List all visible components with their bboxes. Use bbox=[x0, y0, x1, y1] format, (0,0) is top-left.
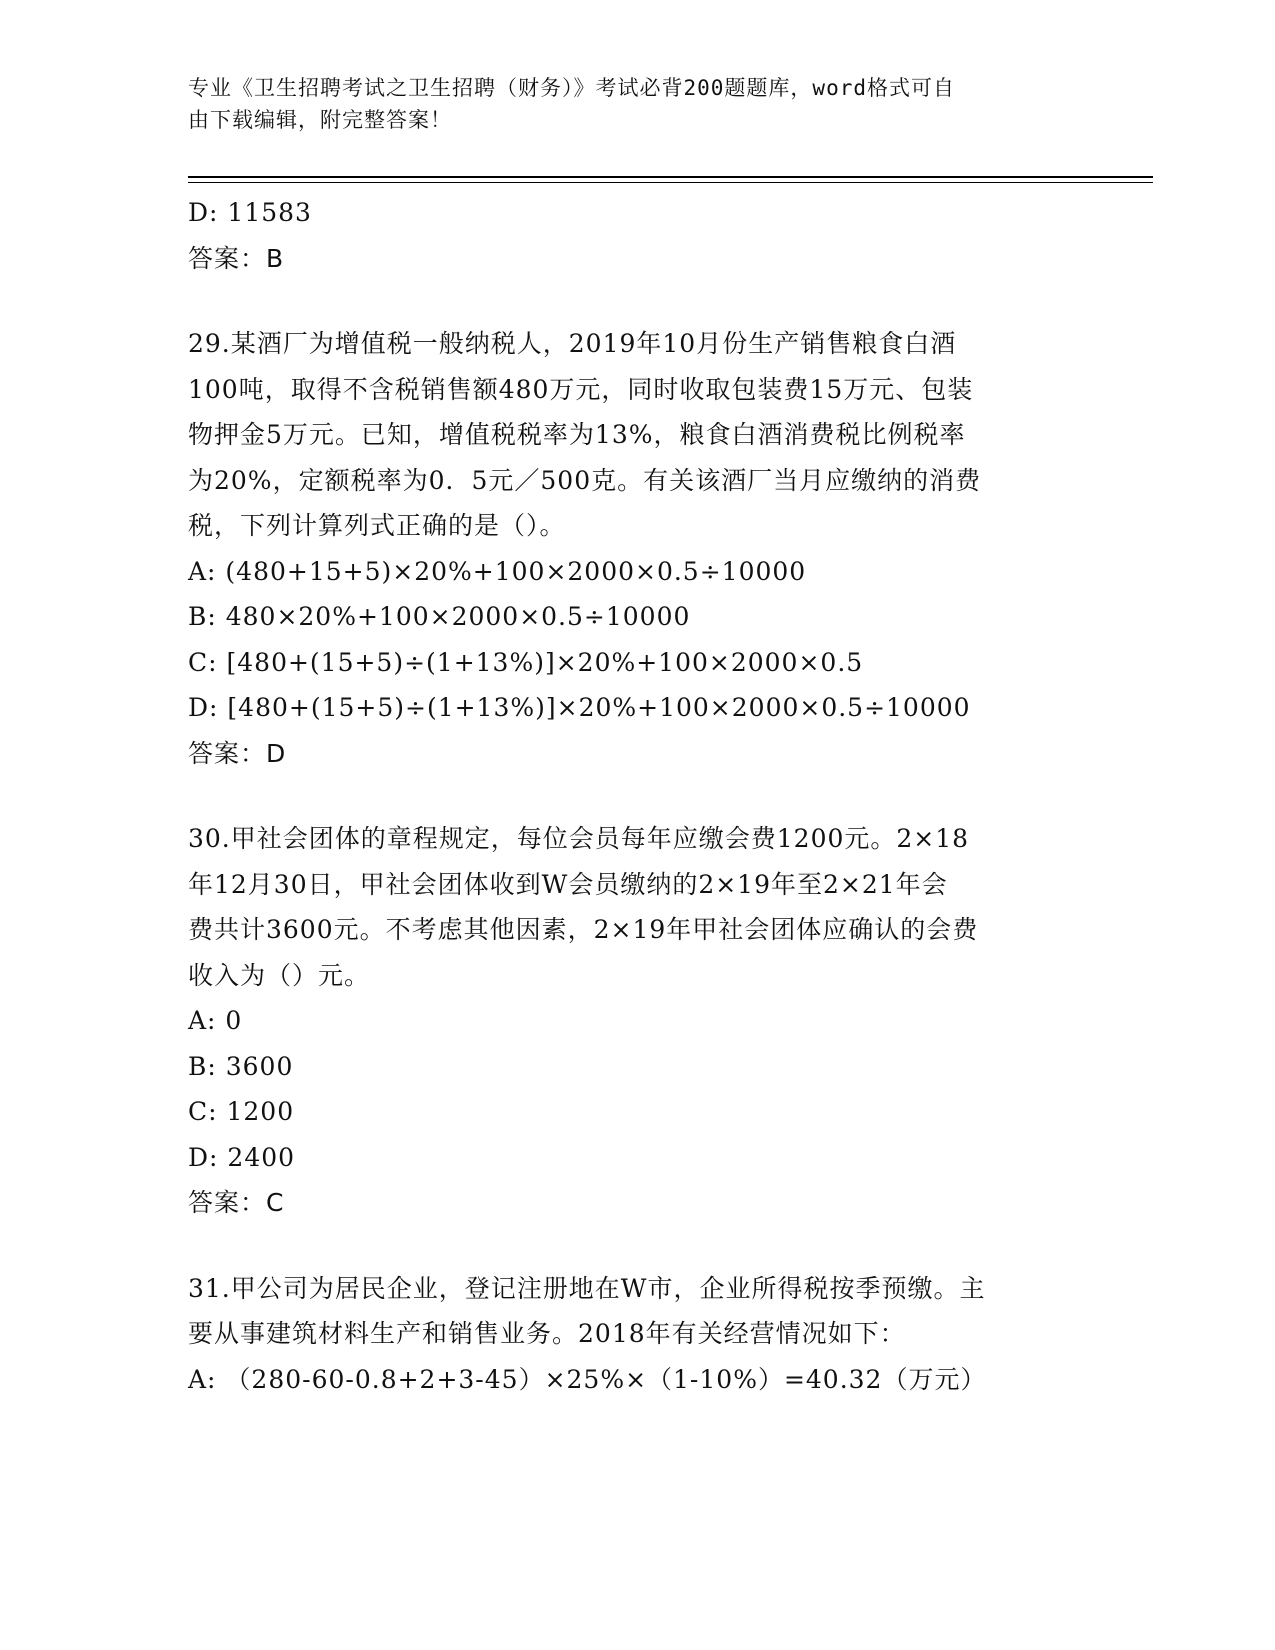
document-header bbox=[188, 72, 1068, 136]
header-line-1: 专业《卫生招聘考试之卫生招聘（财务）》考试必背200题题库，word格式可自 bbox=[188, 76, 955, 100]
option-b: B: 480×20%+100×2000×0.5÷10000 bbox=[188, 602, 691, 631]
option-c: C: 1200 bbox=[188, 1097, 295, 1126]
question-stem bbox=[188, 816, 1088, 998]
option-d: D: [480+(15+5)÷(1+13%)]×20%+100×2000×0.5÷10000 bbox=[188, 693, 971, 722]
stem-line: 31.甲公司为居民企业，登记注册地在W市，企业所得税按季预缴。主 bbox=[188, 1273, 986, 1303]
stem-line: 收入为（）元。 bbox=[188, 960, 371, 990]
stem-line: 年12月30日，甲社会团体收到W会员缴纳的2×19年至2×21年会 bbox=[188, 869, 948, 899]
stem-line: 100吨，取得不含税销售额480万元，同时收取包装费15万元、包装 bbox=[188, 374, 974, 404]
previous-question-tail bbox=[188, 190, 1088, 281]
document-body bbox=[188, 190, 1088, 1402]
header-divider-thick bbox=[188, 176, 1153, 178]
stem-line: 要从事建筑材料生产和销售业务。2018年有关经营情况如下： bbox=[188, 1319, 906, 1348]
option-d: D: 2400 bbox=[188, 1142, 296, 1172]
stem-line: 30.甲社会团体的章程规定，每位会员每年应缴会费1200元。2×18 bbox=[188, 824, 970, 853]
question-30 bbox=[188, 816, 1088, 1226]
stem-line: 税，下列计算列式正确的是（）。 bbox=[188, 511, 566, 540]
answer-line: 答案：D bbox=[188, 738, 287, 768]
stem-line: 为20%，定额税率为0．5元／500克。有关该酒厂当月应缴纳的消费 bbox=[188, 465, 982, 495]
answer-line: 答案：B bbox=[188, 243, 285, 273]
stem-line: 费共计3600元。不考虑其他因素，2×19年甲社会团体应确认的会费 bbox=[188, 915, 979, 944]
option-b: B: 3600 bbox=[188, 1051, 294, 1081]
option-a: A: (480+15+5)×20%+100×2000×0.5÷10000 bbox=[188, 556, 807, 586]
question-29 bbox=[188, 321, 1088, 776]
header-line-2: 由下载编辑，附完整答案！ bbox=[188, 108, 452, 132]
question-31 bbox=[188, 1266, 1088, 1403]
option-d: D: 11583 bbox=[188, 198, 312, 227]
question-stem bbox=[188, 1266, 1088, 1357]
question-stem bbox=[188, 321, 1088, 549]
option-a: A: （280-60-0.8+2+3-45）×25%×（1-10%）=40.32（万元） bbox=[188, 1364, 987, 1394]
stem-line: 物押金5万元。已知，增值税税率为13%，粮食白酒消费税比例税率 bbox=[188, 420, 966, 449]
option-c: C: [480+(15+5)÷(1+13%)]×20%+100×2000×0.5 bbox=[188, 647, 864, 677]
header-divider-thin bbox=[188, 182, 1153, 183]
option-a: A: 0 bbox=[188, 1006, 243, 1035]
answer-line: 答案：C bbox=[188, 1188, 285, 1217]
stem-line: 29.某酒厂为增值税一般纳税人，2019年10月份生产销售粮食白酒 bbox=[188, 329, 957, 358]
